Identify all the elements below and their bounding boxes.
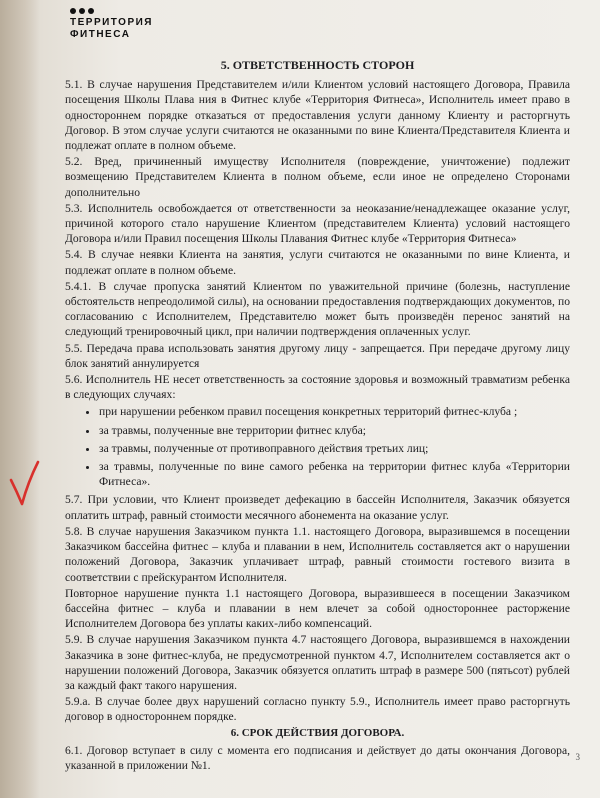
clause-5-6-list	[65, 404, 570, 489]
clause-5-9: 5.9. В случае нарушения Заказчиком пункта 4.7 настоящего Договора, выразившемся в нахождении Заказчика в зоне фитнес-клуба, не предусмотренной пунктом 4.7, Исполнителем составляется акт о нарушении положений Договора, Заказчик обязуется оплатить штраф в размере 500 (пятьсот) рублей за каждый факт такого нарушения.	[65, 633, 570, 692]
clause-5-8-repeat: Повторное нарушение пункта 1.1 настоящего Договора, выразившееся в посещении Заказчиком бассейна фитнес – клуба и плавании в нем влечет за собой одностороннее расторжение Исполнителем Договора без уплаты каких-либо компенсаций.	[65, 586, 570, 631]
clause-5-2: 5.2. Вред, причиненный имуществу Исполнителя (повреждение, уничтожение) подлежит возмещению Представителем Клиента в полном объеме, если иное не определено Сторонами дополнительно	[65, 155, 570, 199]
document-body	[65, 58, 570, 774]
document-page	[40, 0, 600, 798]
clause-5-8: 5.8. В случае нарушения Заказчиком пункта 1.1. настоящего Договора, выразившемся в посещении Заказчиком бассейна фитнес – клуба и плавании в нем, Исполнитель составляется акт о нарушении положений Договора, Заказчик уплачивает штраф, равный стоимости гостевого визита в соответствии с прейскурантом Исполнителя.	[65, 524, 570, 584]
section-6-heading: 6. СРОК ДЕЙСТВИЯ ДОГОВОРА.	[230, 726, 405, 739]
list-item: • за травмы, полученные вне территории фитнес клуба;	[99, 423, 570, 438]
background-fabric	[0, 0, 40, 798]
clause-5-3: 5.3. Исполнитель освобождается от ответственности за неоказание/ненадлежащее оказание услуг, причиной которого стало нарушение Клиентом (представителем Клиента) условий настоящего Договора и/или Правил посещения Школы Плавания Фитнес клубе «Территория Фитнеса»	[65, 201, 570, 246]
clause-5-6: 5.6. Исполнитель НЕ несет ответственность за состояние здоровья и возможный травматизм ребенка в следующих случаях:	[65, 373, 570, 402]
clause-5-4-1: 5.4.1. В случае пропуска занятий Клиентом по уважительной причине (болезнь, наступление обстоятельств непреодолимой силы), на основании предоставления подтверждающих документов, по согласованию с Исполнителем, Представителю может быть произведён перенос занятий на следующий тренировочный цикл, при наличии подтверждения оплаченных услуг.	[65, 279, 570, 339]
list-item: • за травмы, полученные от противоправного действия третьих лиц;	[99, 441, 570, 456]
list-item: • при нарушении ребенком правил посещения конкретных территорий фитнес-клуба ;	[99, 404, 570, 419]
list-item: • за травмы, полученные по вине самого ребенка на территории фитнес клуба «Территории Фитнеса».	[99, 459, 570, 489]
clause-5-7: 5.7. При условии, что Клиент произведет дефекацию в бассейн Исполнителя, Заказчик обязуется оплатить штраф, равный стоимости месячного абонемента на оказание услуг.	[65, 493, 570, 522]
clause-5-5: 5.5. Передача права использовать занятия другому лицу - запрещается. При передаче другому лицу блок занятий аннулируется	[65, 341, 570, 370]
clause-5-1: 5.1. В случае нарушения Представителем и/или Клиентом условий настоящего Договора, Правила посещения Школы Плава ния в Фитнес клубе «Территория Фитнеса», Исполнитель имеет право в одностороннем порядке отказаться от предоставления услуги данному Клиенту и расторгнуть Договор. В этом случае услуги считаются не оказанными по вине Клиента/Представителя Клиента и подлежат оплате в полном объеме.	[65, 78, 570, 153]
section-5-heading: 5. ОТВЕТСТВЕННОСТЬ СТОРОН	[220, 58, 415, 72]
logo-line2: ФИТНЕСА	[70, 29, 131, 40]
clause-5-9-a: 5.9.а. В случае более двух нарушений согласно пункту 5.9., Исполнитель имеет право расторгнуть договор в одностороннем порядке.	[65, 695, 570, 724]
page-number: 3	[575, 752, 580, 762]
company-logo	[70, 8, 153, 41]
logo-dots-icon	[70, 8, 153, 14]
clause-6-1: 6.1. Договор вступает в силу с момента его подписания и действует до даты окончания Договора, указанной в приложении №1.	[65, 743, 570, 772]
logo-line1: ТЕРРИТОРИЯ	[70, 17, 153, 28]
red-checkmark-icon	[8, 460, 40, 508]
clause-5-4: 5.4. В случае неявки Клиента на занятия, услуги считаются не оказанными по вине Клиента, и подлежат оплате в полном объеме.	[65, 248, 570, 277]
